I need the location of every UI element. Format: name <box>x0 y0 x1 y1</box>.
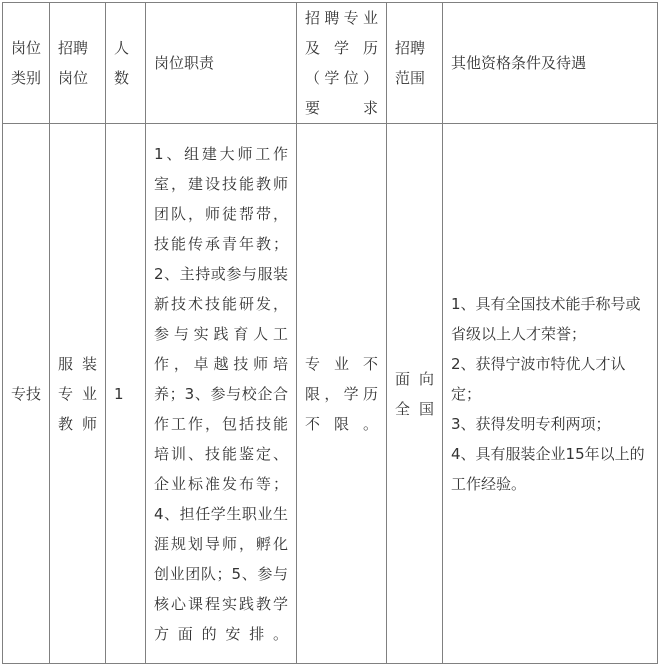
header-other: 其他资格条件及待遇 <box>443 3 658 124</box>
cell-count: 1 <box>106 124 146 664</box>
table-row <box>3 124 658 664</box>
recruitment-table <box>2 2 658 664</box>
header-count: 人 数 <box>106 3 146 124</box>
header-position: 招聘 岗位 <box>50 3 106 124</box>
cell-requirements: 专业不限，学历不限。 <box>297 124 387 664</box>
cell-category: 专技 <box>3 124 50 664</box>
header-scope: 招聘 范围 <box>387 3 443 124</box>
cell-position: 服装专业教师 <box>50 124 106 664</box>
cell-scope: 面向全国 <box>387 124 443 664</box>
cell-other: 1、具有全国技术能手称号或省级以上人才荣誉； 2、获得宁波市特优人才认定； 3、获得发明专利两项； 4、具有服装企业15年以上的工作经验。 <box>443 124 658 664</box>
header-category: 岗位 类别 <box>3 3 50 124</box>
header-duties: 岗位职责 <box>146 3 297 124</box>
header-row <box>3 3 658 124</box>
header-requirements: 招聘专业及学历（学位）要求 <box>297 3 387 124</box>
cell-duties: 1、组建大师工作室，建设技能教师团队，师徒帮带，技能传承青年教；2、主持或参与服装新技术技能研发，参与实践育人工作，卓越技师培养；3、参与校企合作工作，包括技能培训、技能鉴定、企业标准发布等；4、担任学生职业生涯规划导师，孵化创业团队；5、参与核心课程实践教学方面的安排。 <box>146 124 297 664</box>
